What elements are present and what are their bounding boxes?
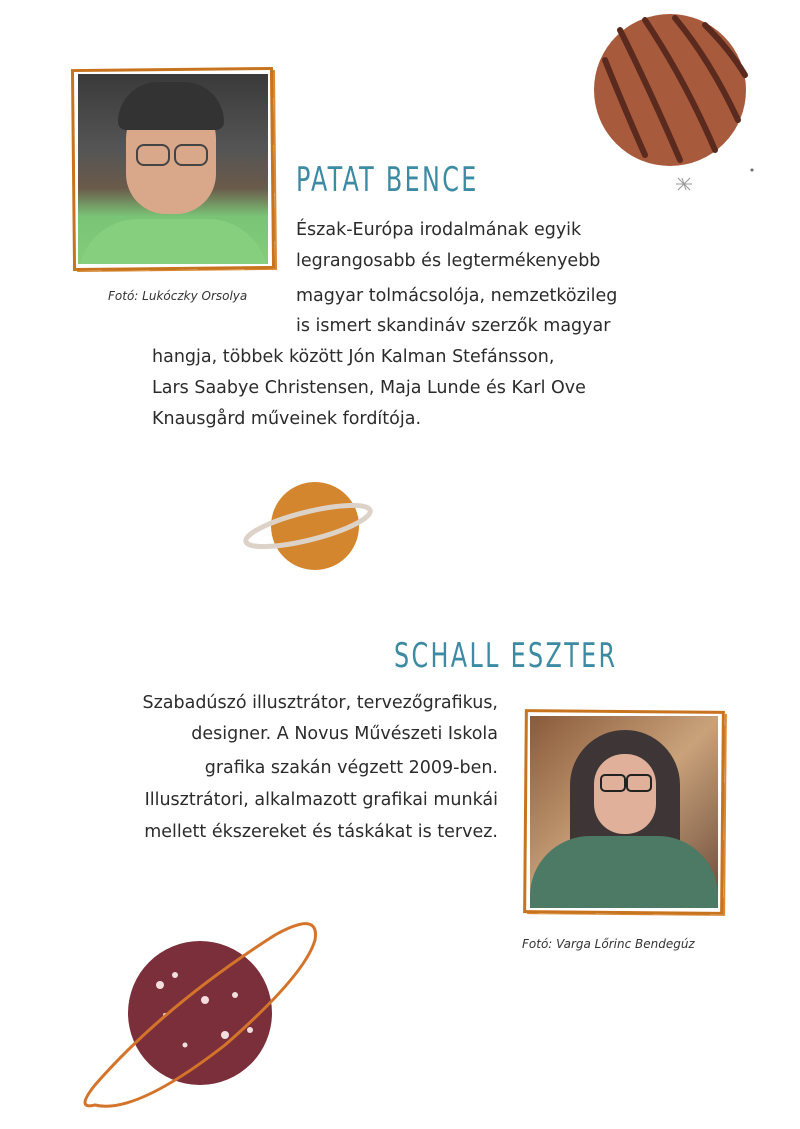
bio-line: Knausgård műveinek fordítója. — [152, 409, 422, 429]
bio-line: hangja, többek között Jón Kalman Stefánsson, — [152, 347, 555, 367]
bio-line: Lars Saabye Christensen, Maja Lunde és Karl Ove — [152, 378, 586, 398]
photo-credit: Fotó: Lukóczky Orsolya — [108, 289, 248, 303]
photo-credit: Fotó: Varga Lőrinc Bendegúz — [522, 937, 695, 951]
striped-planet-illustration — [590, 10, 760, 200]
person-name-heading: PATAT BENCE — [296, 160, 479, 200]
bio-line: grafika szakán végzett 2009-ben. — [204, 758, 498, 778]
ringed-planet-illustration — [240, 478, 380, 578]
bio-line: designer. A Novus Művészeti Iskola — [191, 724, 498, 744]
bio-line: Szabadúszó illusztrátor, tervezőgrafikus, — [142, 693, 498, 713]
bio-line: Illusztrátori, alkalmazott grafikai munkái — [144, 790, 498, 810]
photo-frame — [523, 709, 725, 915]
bio-line: is ismert skandináv szerzők magyar — [296, 316, 611, 336]
photo-frame — [71, 67, 275, 271]
bio-line: mellett ékszereket és táskákat is tervez. — [144, 822, 498, 842]
person-name-heading: SCHALL ESZTER — [394, 636, 618, 676]
bio-line: Észak-Európa irodalmának egyik — [296, 220, 582, 240]
dotted-planet-illustration — [75, 915, 335, 1125]
bio-line: legrangosabb és legtermékenyebb — [296, 251, 601, 271]
bio-line: magyar tolmácsolója, nemzetközileg — [296, 286, 618, 306]
